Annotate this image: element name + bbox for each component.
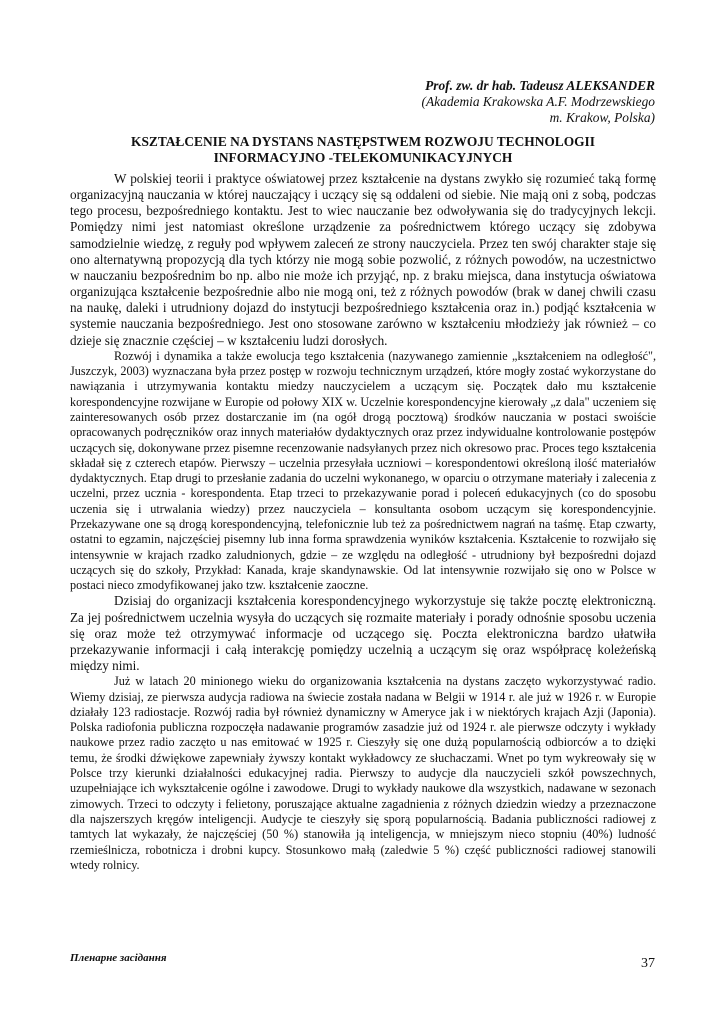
paragraph-correspondence: Rozwój i dynamika a także ewolucja tego kształcenia (nazywanego zamiennie „kształceniem na odległość", Juszczyk, 2003) wyznaczana była przez postęp w rozwoju technicznym urządzeń, które mogły zostać wykorzystane do nawiązania i utrzymywania kontaktu miedzy nauczycielem a uczącym się. Początek dało mu kształcenie korespondencyjne rozwijane w Europie od połowy XIX w. Uczelnie korespondencyjne kierowały „z dala" uczeniem się zainteresowanych osób przez dostarczanie im (na ogół drogą pocztową) środków nauczania w postaci swoiście opracowanych podręczników oraz innych materiałów dydaktycznych oraz przez indywidualne kontrolowanie postępów uczących się, dokonywane przez pisemne recenzowanie nadsyłanych przez nich okresowo prac. Proces tego kształcenia składał się z czterech etapów. Pierwszy – uczelnia przesyłała uczniowi – korespondentowi określoną ilość materiałów dydaktycznych. Etap drugi to przesłanie zadania do uczelni wykonanego, w oparciu o otrzymane materiały i zalecenia z uczelni, przez ucznia - korespondenta. Etap trzeci to przekazywanie porad i poleceń edukacyjnych (co do sposobu uczenia się i utrwalania wiedzy) przez nauczyciela – konsultanta osobom uczącym się korespondencyjnie. Przekazywane one są drogą korespondencyjną, telefonicznie lub też za pośrednictwem nagrań na taśmę. Etap czwarty, ostatni to egzamin, najczęściej pisemny lub inna forma sprawdzenia wyników kształcenia. Kształcenie to rozwijało się intensywnie w krajach rzadko zaludnionych, gdzie – ze względu na odległość - utrudniony był bezpośredni dojazd uczących się do szkoły, Przykład: Kanada, kraje skandynawskie. Od lat intensywnie rozwijało się ono w Polsce w postaci nieco zmodyfikowanej jako tzw. kształcenie zaoczne. — [70, 348, 656, 593]
page-number: 37 — [641, 956, 655, 971]
paragraph-radio: Już w latach 20 minionego wieku do organizowania kształcenia na dystans zaczęto wykorzystywać radio. Wiemy dzisiaj, ze pierwsza audycja radiowa na świecie została nadana w Belgii w 1914 r. ale już w 1926 r. w Europie działały 123 radiostacje. Rozwój radia był również dynamiczny w Ameryce jak i w niektórych krajach Azji (Japonia). Polska radiofonia publiczna rozpoczęła nadawanie programów zasadzie już od 1924 r. ale pierwsze odczyty i wykłady naukowe przez radio zaczęto u nas emitować w 1925 r. Cieszyły się one dużą popularnością odbiorców a to dzięki temu, że środki dźwiękowe zapewniały żywszy kontakt wykładowcy ze słuchaczami. Wnet po tym wykreowały się w Polsce trzy kierunki działalności edukacyjnej radia. Pierwszy to audycje dla nauczycieli szkół powszechnych, uzupełniające ich wykształcenie ogólne i zawodowe. Drugi to wykłady naukowe dla wszystkich, nadawane w sezonach zimowych. Trzeci to odczyty i felietony, poruszające aktualne zagadnienia z różnych dziedzin wiedzy a przeznaczone dla najszerszych kręgów inteligencji. Audycje te cieszyły się sporą popularnością. Badania publiczności radiowej z tamtych lat wykazały, że najczęściej (50 %) stanowiła ją inteligencja, w mniejszym nieco stopniu (40%) ludność rzemieślnicza, robotnicza i drobni kupcy. Stosunkowo małą (zaledwie 5 %) część publiczności radiowej stanowili wtedy rolnicy. — [70, 674, 656, 872]
article-body — [70, 171, 656, 873]
author-block — [422, 78, 655, 126]
paper-title — [70, 134, 656, 166]
author-affiliation: (Akademia Krakowska A.F. Modrzewskiego — [421, 94, 655, 109]
title-line-1: KSZTAŁCENIE NA DYSTANS NASTĘPSTWEM ROZWOJU TECHNOLOGII — [131, 134, 595, 149]
author-name: Prof. zw. dr hab. Tadeusz ALEKSANDER — [425, 78, 655, 93]
paragraph-email: Dzisiaj do organizacji kształcenia korespondencyjnego wykorzystuje się także pocztę elektroniczną. Za jej pośrednictwem uczelnia wysyła do uczących się rozmaite materiały i porady odnośnie sposobu uczenia się oraz może też otrzymywać informacje od uczącego się. Poczta elektroniczna bardzo ułatwiła przekazywanie informacji i całą interakcję pomiędzy uczelnią a uczącym się oraz współpracę koleżeńską między nimi. — [70, 593, 656, 674]
footer-section-label: Пленарне засідання — [70, 952, 167, 964]
paragraph-intro: W polskiej teorii i praktyce oświatowej przez kształcenie na dystans zwykło się rozumieć taką formę organizacyjną nauczania w której nauczający i uczący się są oddaleni od siebie. Nie mają oni z sobą, podczas tego procesu, bezpośredniego kontaktu. Jest to wiec nauczanie bez odwoływania się do tradycyjnych lekcji. Pomiędzy nimi jest natomiast określone urządzenie za pośrednictwem którego uczący się zdobywa samodzielnie wiedzę, z reguły pod wpływem zaleceń ze strony nauczyciela. Przez ten swój charakter staje się ono alternatywną propozycją dla tych którzy nie mogą sobie pozwolić, z różnych powodów, na uczestnictwo w nauczaniu bezpośrednim bo np. albo nie może ich przyjąć, np. z braku miejsca, dana instytucja oświatowa organizująca kształcenie bezpośrednie albo nie mogą oni, też z różnych powodów (brak w danej chwili czasu na naukę, daleki i utrudniony dojazd do instytucji bezpośredniego kształcenia oraz in.) podjąć kształcenia w systemie nauczania bezpośredniego. Jest ono stosowane zarówno w kształceniu młodzieży jak również – co dzieje się znacznie częściej – w kształceniu ludzi dorosłych. — [70, 171, 656, 348]
author-location: m. Krakow, Polska) — [549, 110, 655, 125]
title-line-2: INFORMACYJNO -TELEKOMUNIKACYJNYCH — [213, 150, 513, 165]
